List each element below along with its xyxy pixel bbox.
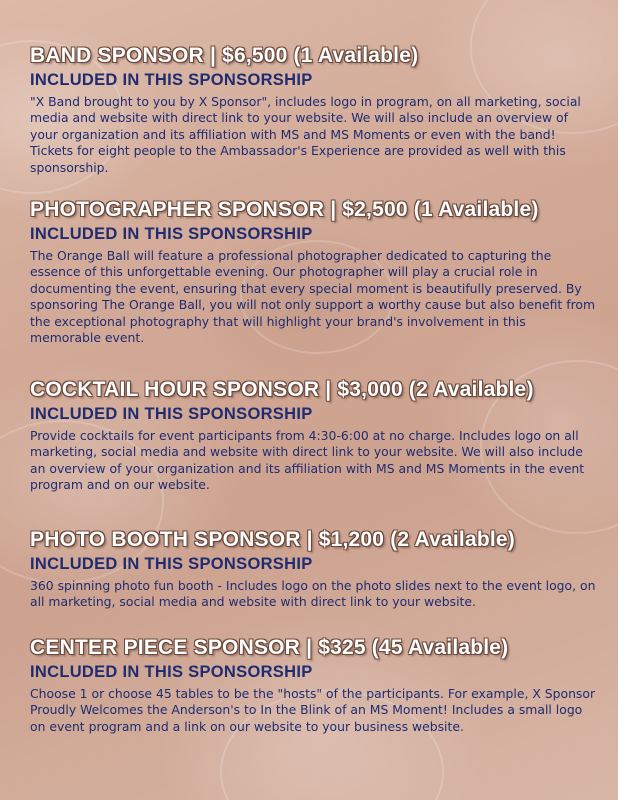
section-description: Provide cocktails for event participants from 4:30-6:00 at no charge. Includes logo on all marketing, social media and website with direct link to your website. We will also include an overview of your organization and its affiliation with MS and MS Moments in the event program and on our website. — [30, 428, 585, 493]
section-description: Choose 1 or choose 45 tables to be the "hosts" of the participants. For example, X Sponsor Proudly Welcomes the Anderson's to In the Blink of an MS Moment! Includes a small logo on event program and a link on our website to your business website. — [30, 686, 596, 734]
section-subtitle: INCLUDED IN THIS SPONSORSHIP — [30, 663, 313, 681]
section-description: The Orange Ball will feature a professional photographer dedicated to capturing the essence of this unforgettable evening. Our photographer will play a crucial role in documenting the event, ensuring that every special moment is beautifully preserved. By sponsoring The Orange Ball, you will not only support a worthy cause but also benefit from the exceptional photography that will highlight your brand's involvement in this memorable event. — [30, 248, 596, 346]
section-subtitle: INCLUDED IN THIS SPONSORSHIP — [30, 71, 313, 89]
section-title: COCKTAIL HOUR SPONSOR | $3,000 (2 Available) — [30, 378, 534, 401]
band-sponsor-section — [30, 44, 596, 176]
section-title: PHOTO BOOTH SPONSOR | $1,200 (2 Available) — [30, 528, 515, 551]
center-piece-sponsor-section — [30, 636, 596, 735]
section-description: "X Band brought to you by X Sponsor", includes logo in program, on all marketing, social media and website with direct link to your website. We will also include an overview of your organization and its affiliation with MS and MS Moments or even with the band! Tickets for eight people to the Ambassador's Experience are provided as well with this sponsorship. — [30, 94, 581, 175]
section-title: PHOTOGRAPHER SPONSOR | $2,500 (1 Available) — [30, 198, 539, 221]
photo-booth-sponsor-section — [30, 528, 596, 611]
section-subtitle: INCLUDED IN THIS SPONSORSHIP — [30, 225, 313, 243]
section-title: BAND SPONSOR | $6,500 (1 Available) — [30, 44, 419, 67]
section-subtitle: INCLUDED IN THIS SPONSORSHIP — [30, 555, 313, 573]
section-title: CENTER PIECE SPONSOR | $325 (45 Available) — [30, 636, 509, 659]
section-description: 360 spinning photo fun booth - Includes logo on the photo slides next to the event logo, on all marketing, social media and website with direct link to your website. — [30, 578, 596, 610]
section-subtitle: INCLUDED IN THIS SPONSORSHIP — [30, 405, 313, 423]
cocktail-hour-sponsor-section — [30, 378, 596, 494]
photographer-sponsor-section — [30, 198, 596, 346]
